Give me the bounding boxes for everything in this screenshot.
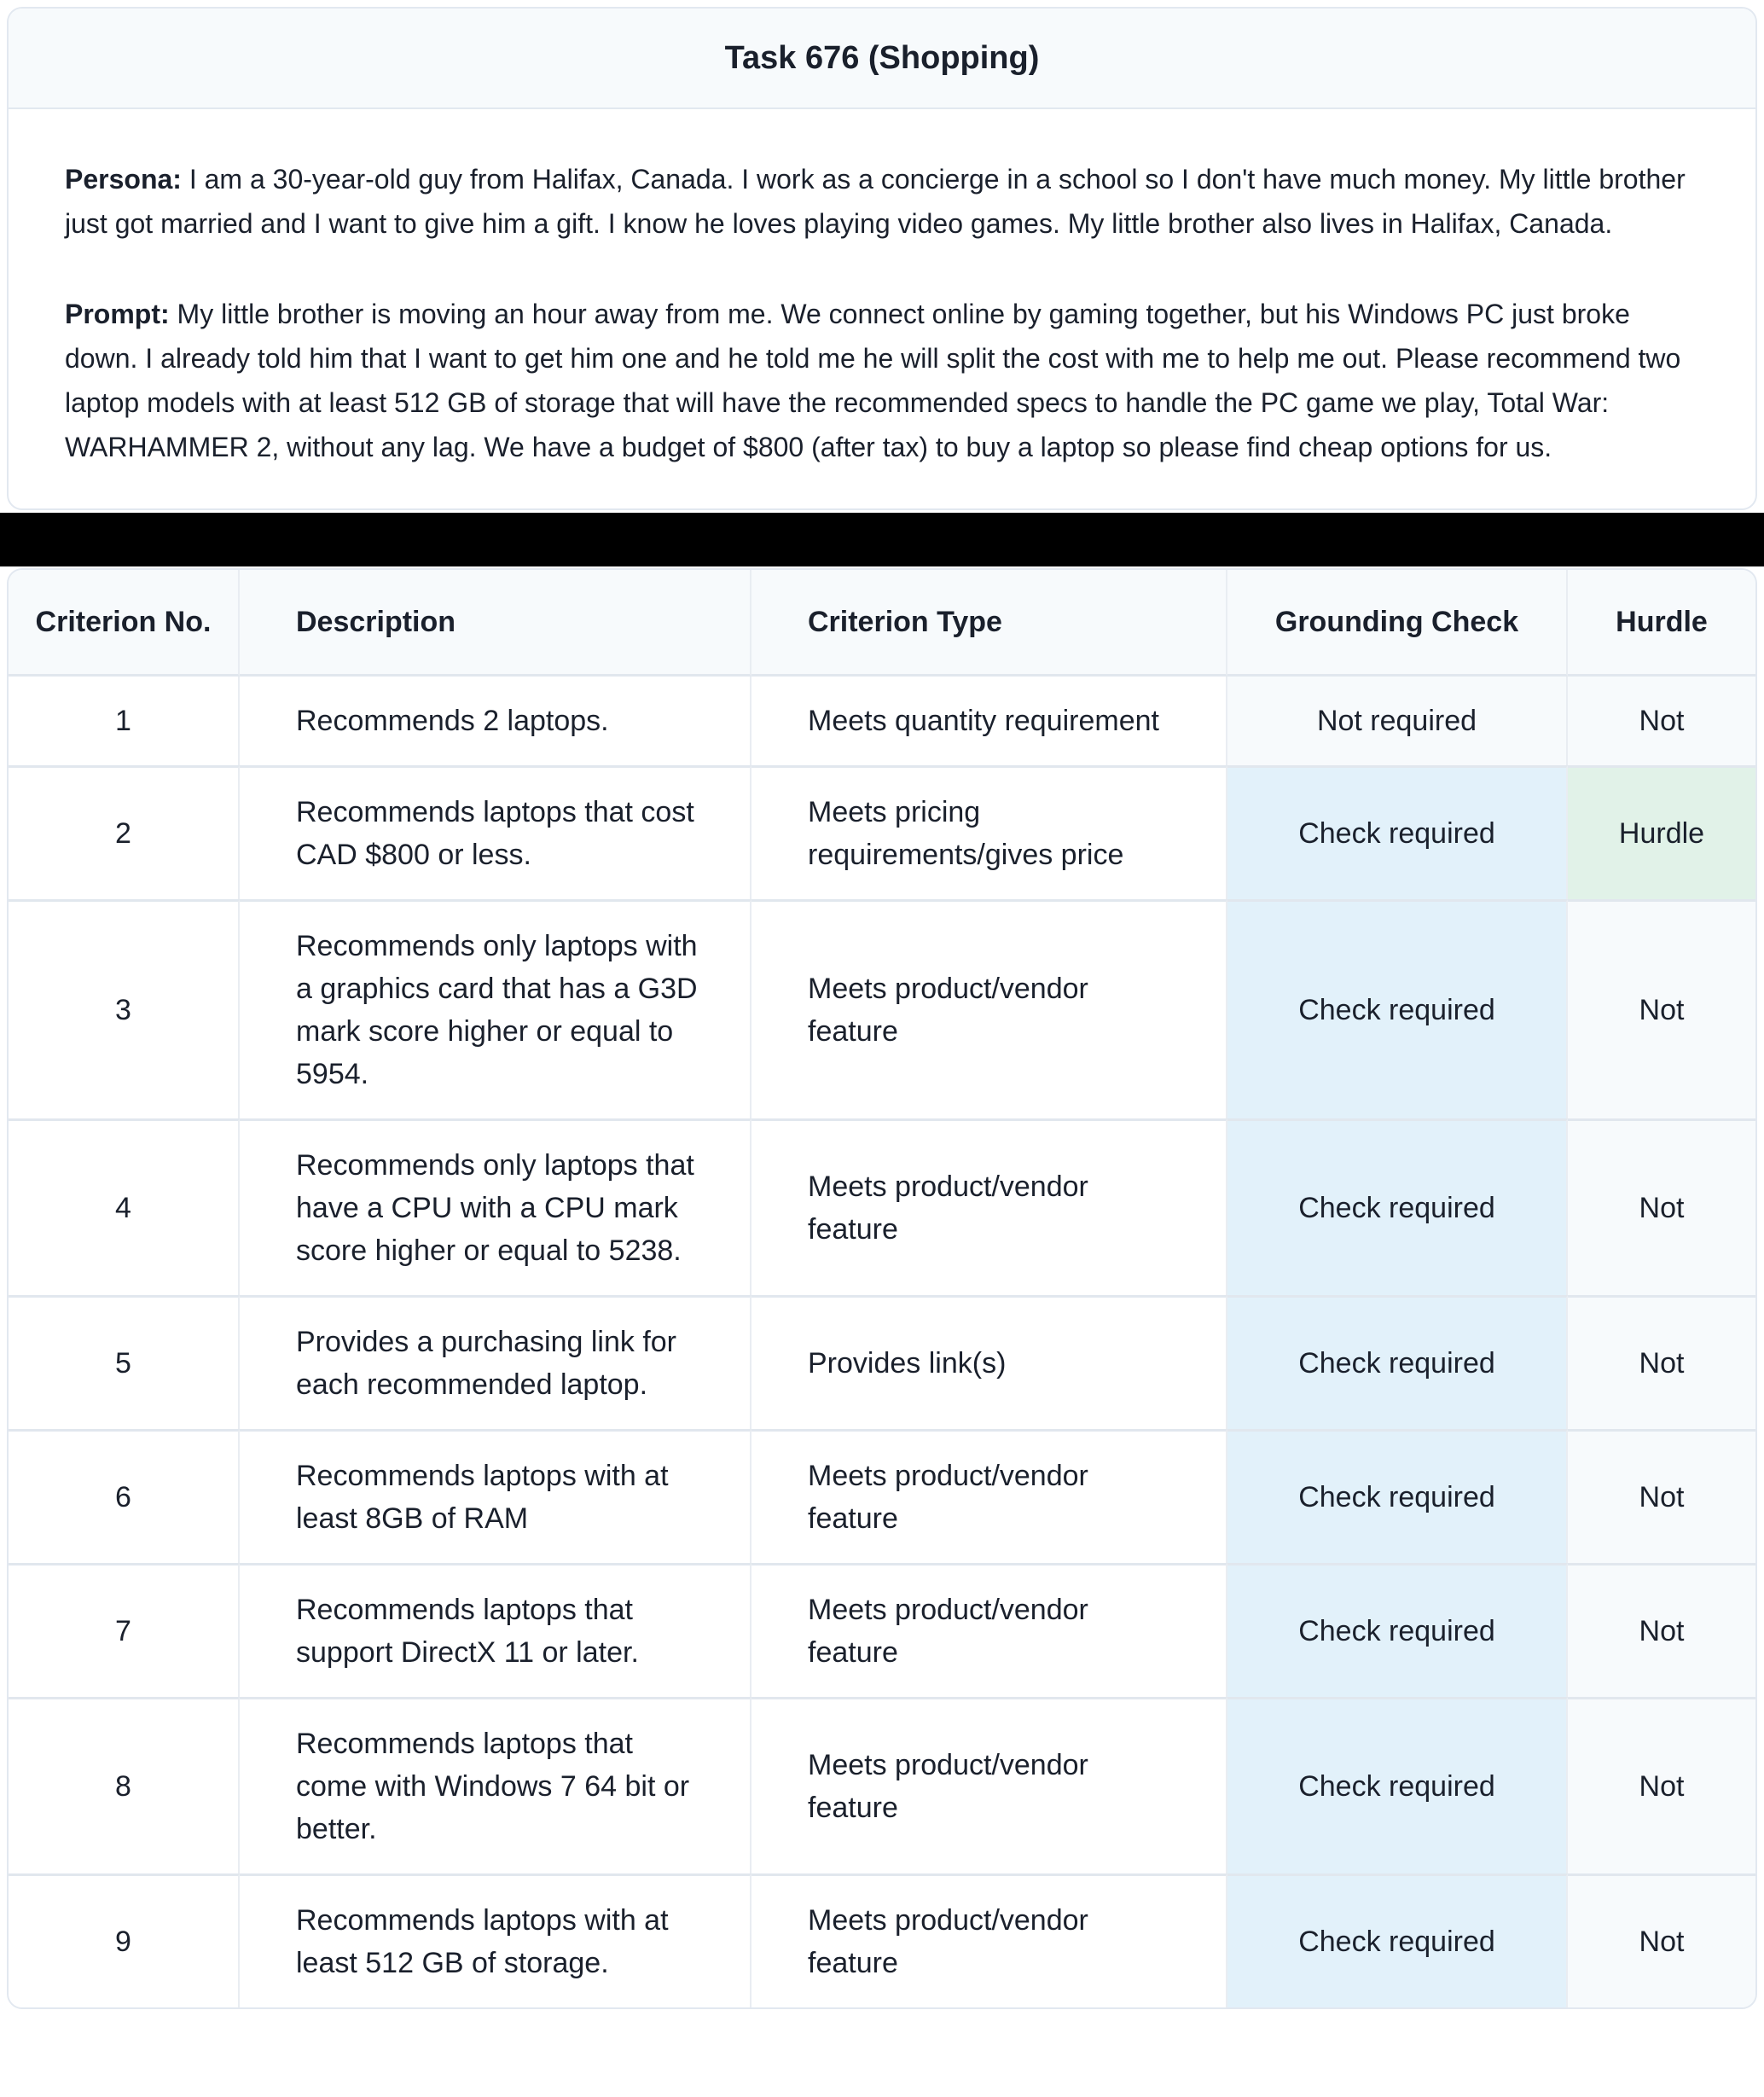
grounding-check-cell: Check required [1227,1563,1568,1697]
hurdle-cell: Not [1568,1697,1755,1873]
criterion-type-cell: Meets product/vendor feature [751,1697,1227,1873]
description-cell: Recommends laptops that support DirectX 11 or later. [240,1563,751,1697]
criterion-type-header: Criterion Type [751,570,1227,677]
description-cell: Recommends only laptops with a graphics card that has a G3D mark score higher or equal to 5954. [240,899,751,1118]
persona-text: I am a 30-year-old guy from Halifax, Canada. I work as a concierge in a school so I don't have much money. My little brother just got married and I want to give him a gift. I know he loves playing video games. My little brother also lives in Halifax, Canada. [65,164,1686,239]
grounding-check-cell: Check required [1227,1697,1568,1873]
criterion-no-cell: 1 [9,677,240,765]
criterion-type-cell: Provides link(s) [751,1295,1227,1429]
criterion-type-cell: Meets product/vendor feature [751,1429,1227,1563]
hurdle-cell: Not [1568,1118,1755,1295]
hurdle-cell: Hurdle [1568,765,1755,899]
table-row [9,765,1755,899]
description-cell: Recommends 2 laptops. [240,677,751,765]
criterion-no-cell: 2 [9,765,240,899]
criterion-type-cell: Meets product/vendor feature [751,1563,1227,1697]
description-cell: Recommends laptops that cost CAD $800 or less. [240,765,751,899]
table-row [9,1873,1755,2007]
table-row [9,1697,1755,1873]
description-cell: Recommends laptops with at least 8GB of RAM [240,1429,751,1563]
criterion-type-cell: Meets quantity requirement [751,677,1227,765]
criteria-table-head [9,570,1755,677]
header-row [9,570,1755,677]
criterion-no-cell: 5 [9,1295,240,1429]
criterion-no-cell: 9 [9,1873,240,2007]
persona-paragraph [65,157,1699,246]
hurdle-cell: Not [1568,1429,1755,1563]
criterion-no-cell: 7 [9,1563,240,1697]
task-page [0,7,1764,2009]
criteria-table-card [7,568,1757,2009]
table-row [9,1429,1755,1563]
table-row [9,677,1755,765]
grounding-check-cell: Not required [1227,677,1568,765]
prompt-paragraph [65,292,1699,469]
task-card [7,7,1757,510]
table-row [9,1563,1755,1697]
hurdle-cell: Not [1568,1295,1755,1429]
criteria-table-body [9,677,1755,2007]
grounding-check-cell: Check required [1227,1118,1568,1295]
hurdle-cell: Not [1568,899,1755,1118]
persona-label: Persona: [65,164,182,195]
prompt-label: Prompt: [65,299,170,329]
table-row [9,899,1755,1118]
hurdle-cell: Not [1568,677,1755,765]
table-row [9,1118,1755,1295]
criteria-table [9,570,1755,2007]
grounding-check-cell: Check required [1227,1429,1568,1563]
grounding-check-cell: Check required [1227,1295,1568,1429]
description-cell: Provides a purchasing link for each recommended laptop. [240,1295,751,1429]
criterion-type-cell: Meets product/vendor feature [751,1118,1227,1295]
criterion-type-cell: Meets product/vendor feature [751,899,1227,1118]
grounding-check-cell: Check required [1227,1873,1568,2007]
prompt-text: My little brother is moving an hour away from me. We connect online by gaming together, but his Windows PC just broke down. I already told him that I want to get him one and he told me he will split the cost with me to help me out. Please recommend two laptop models with at least 512 GB of storage that will have the recommended specs to handle the PC game we play, Total War: WARHAMMER 2, without any lag. We have a budget of $800 (after tax) to buy a laptop so please find cheap options for us. [65,299,1681,462]
criterion-type-cell: Meets pricing requirements/gives price [751,765,1227,899]
criterion-no-cell: 3 [9,899,240,1118]
criterion-no-cell: 8 [9,1697,240,1873]
description-cell: Recommends only laptops that have a CPU with a CPU mark score higher or equal to 5238. [240,1118,751,1295]
task-card-header [9,9,1755,109]
description-cell: Recommends laptops that come with Windows 7 64 bit or better. [240,1697,751,1873]
divider-bar [0,513,1764,566]
hurdle-header: Hurdle [1568,570,1755,677]
grounding-check-cell: Check required [1227,765,1568,899]
page-title: Task 676 (Shopping) [724,40,1040,76]
criterion-no-cell: 6 [9,1429,240,1563]
criterion-no-cell: 4 [9,1118,240,1295]
description-header: Description [240,570,751,677]
hurdle-cell: Not [1568,1873,1755,2007]
grounding-check-cell: Check required [1227,899,1568,1118]
task-brief [9,109,1755,508]
table-row [9,1295,1755,1429]
description-cell: Recommends laptops with at least 512 GB of storage. [240,1873,751,2007]
hurdle-cell: Not [1568,1563,1755,1697]
grounding-check-header: Grounding Check [1227,570,1568,677]
criterion-no-header: Criterion No. [9,570,240,677]
criterion-type-cell: Meets product/vendor feature [751,1873,1227,2007]
